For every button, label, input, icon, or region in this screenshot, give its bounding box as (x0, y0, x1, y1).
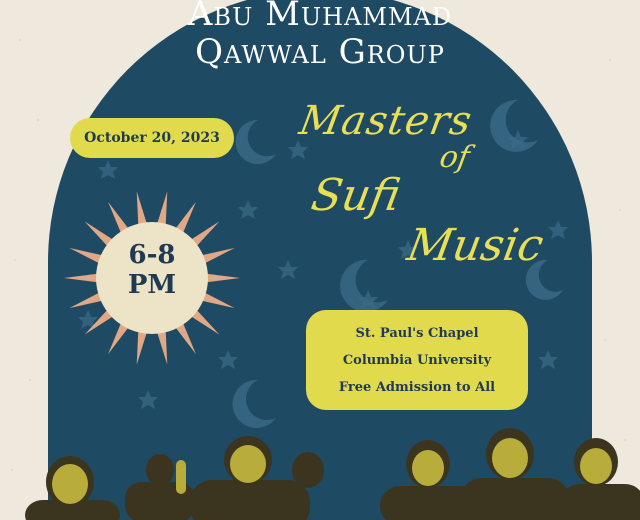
venue-box (306, 310, 528, 410)
date-badge: October 20, 2023 (70, 118, 234, 158)
tagline-word-4: Music (403, 220, 548, 271)
time-range: 6-8 (128, 240, 176, 270)
venue-line-3: Free Admission to All (338, 379, 496, 395)
tagline-word-1: Masters (295, 98, 476, 144)
title-line-1: Abu Muhammad (187, 0, 453, 34)
tagline-word-2: of (436, 140, 473, 175)
star-icon (138, 390, 158, 409)
moon-icon (236, 120, 276, 164)
venue-line-1: St. Paul's Chapel (355, 325, 479, 341)
venue-line-2: Columbia University (342, 352, 492, 368)
time-badge (92, 240, 212, 300)
tagline-word-3: Sufi (307, 170, 405, 221)
moon-icon (490, 100, 538, 152)
star-icon (278, 260, 298, 279)
star-icon (548, 220, 568, 239)
time-period: PM (127, 270, 177, 300)
title-line-2: Qawwal Group (195, 32, 445, 72)
performers-photo (0, 420, 640, 520)
star-icon (98, 160, 118, 179)
star-icon (538, 350, 558, 369)
moon-icon (340, 260, 388, 312)
